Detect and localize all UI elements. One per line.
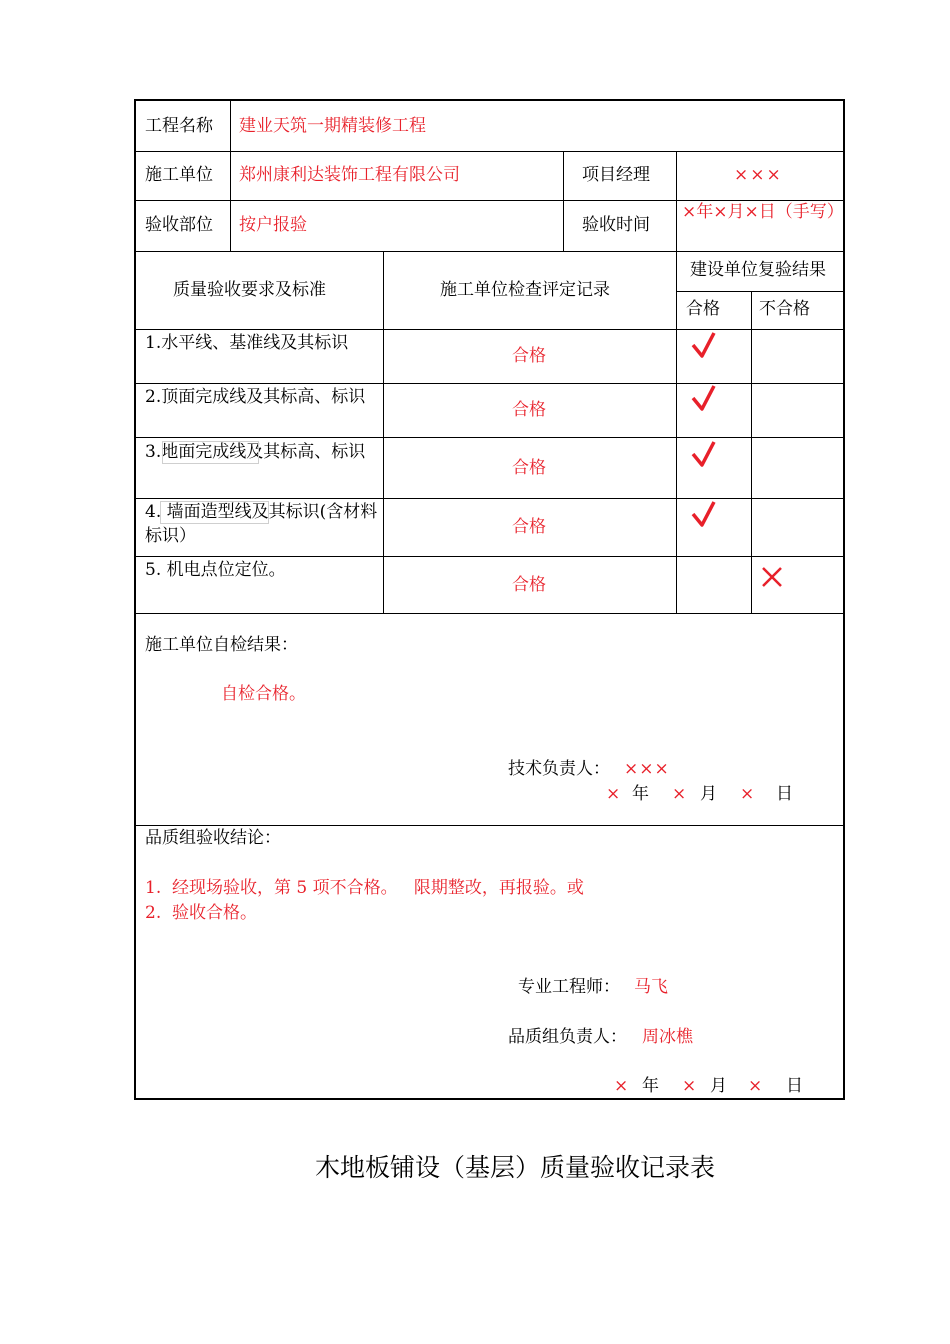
inspection-part-label: 验收部位 [145, 215, 213, 235]
contractor-value: 郑州康利达装饰工程有限公司 [239, 165, 460, 185]
contractor-label: 施工单位 [145, 165, 213, 185]
quality-leader-value: 周冰樵 [642, 1027, 693, 1047]
inspection-part-value: 按户报验 [239, 215, 307, 235]
cross-mark-icon [760, 565, 784, 589]
date-year-mark: × [606, 784, 621, 804]
project-manager-value: ××× [734, 165, 783, 185]
date-month-mark: × [682, 1076, 697, 1096]
inspection-time-value: ×年×月×日（手写） [682, 202, 844, 222]
project-name-label: 工程名称 [145, 116, 213, 136]
quality-leader-label: 品质组负责人： [508, 1027, 627, 1047]
col-header-review: 建设单位复验结果 [690, 260, 826, 280]
checkmark-icon [690, 440, 720, 470]
date-year-mark: × [614, 1076, 629, 1096]
row-divider [136, 437, 845, 438]
row-divider [136, 151, 845, 152]
row-divider [676, 291, 845, 292]
date-month-mark: × [672, 784, 687, 804]
inspection-time-label: 验收时间 [582, 215, 650, 235]
conclusion-line-2: 2. 验收合格。 [145, 903, 258, 923]
self-check-result: 自检合格。 [221, 684, 306, 704]
record-item: 合格 [512, 458, 546, 478]
date-year-label: 年 [632, 784, 649, 804]
record-item: 合格 [512, 575, 546, 595]
standard-item: 5. 机电点位定位。 [145, 560, 286, 580]
record-item: 合格 [512, 517, 546, 537]
col-header-pass: 合格 [686, 299, 720, 319]
date-month-label: 月 [710, 1076, 727, 1096]
conclusion-label: 品质组验收结论： [145, 828, 281, 848]
col-header-standard: 质量验收要求及标准 [173, 280, 326, 300]
engineer-label: 专业工程师： [518, 977, 620, 997]
col-divider [230, 101, 231, 251]
project-name-value: 建业天筑一期精装修工程 [239, 116, 426, 136]
standard-item: 3.地面完成线及其标高、标识 [145, 442, 366, 462]
col-divider [751, 291, 752, 613]
date-year-label: 年 [642, 1076, 659, 1096]
date-day-label: 日 [776, 784, 793, 804]
text-highlight-box [160, 501, 269, 524]
row-divider [136, 329, 845, 330]
standard-item: 2.顶面完成线及其标高、标识 [145, 387, 366, 407]
project-manager-label: 项目经理 [582, 165, 650, 185]
checkmark-icon [690, 500, 720, 530]
col-divider [676, 151, 677, 613]
date-day-label: 日 [786, 1076, 803, 1096]
document-title: 木地板铺设（基层）质量验收记录表 [314, 1153, 715, 1182]
tech-lead-value: ××× [624, 759, 670, 779]
text-highlight-box [162, 441, 259, 464]
col-divider [563, 151, 564, 251]
row-divider [136, 383, 845, 384]
row-divider [136, 251, 845, 252]
date-day-mark: × [748, 1076, 763, 1096]
checkmark-icon [690, 331, 720, 361]
inspection-form [134, 99, 845, 1100]
record-item: 合格 [512, 346, 546, 366]
row-divider [136, 556, 845, 557]
conclusion-line-1: 1. 经现场验收，第 5 项不合格。 限期整改，再报验。或 [145, 878, 584, 898]
date-day-mark: × [740, 784, 755, 804]
col-header-fail: 不合格 [759, 299, 810, 319]
col-divider [383, 251, 384, 613]
tech-lead-label: 技术负责人： [508, 759, 610, 779]
col-header-record: 施工单位检查评定记录 [440, 280, 610, 300]
engineer-value: 马飞 [634, 977, 668, 997]
standard-item: 1.水平线、基准线及其标识 [145, 333, 349, 353]
checkmark-icon [690, 384, 720, 414]
date-month-label: 月 [700, 784, 717, 804]
standard-item: 4. 墙面造型线及其标识(含材料标识） [145, 502, 378, 546]
row-divider [136, 613, 845, 614]
self-check-label: 施工单位自检结果： [145, 635, 298, 655]
row-divider [136, 498, 845, 499]
record-item: 合格 [512, 400, 546, 420]
